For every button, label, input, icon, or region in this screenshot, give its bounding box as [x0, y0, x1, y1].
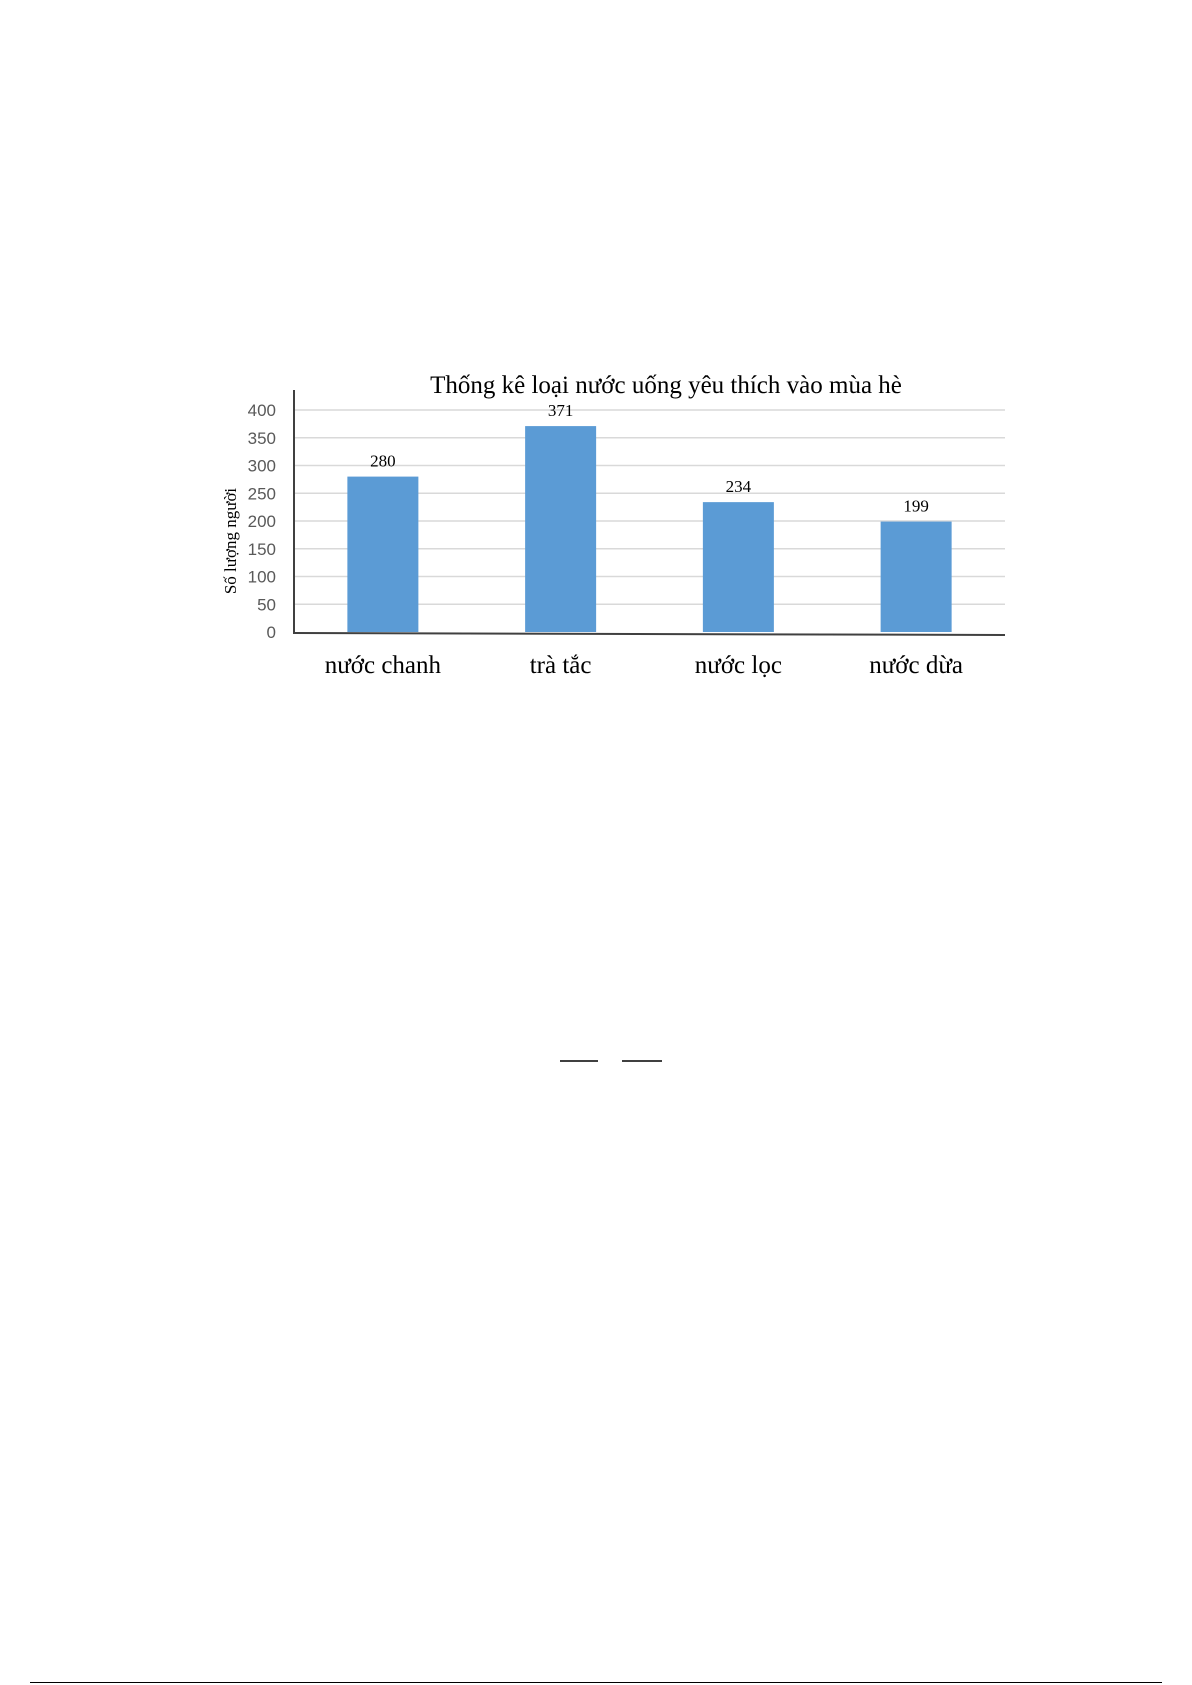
y-tick-label: 350	[247, 428, 276, 448]
bar-1	[347, 477, 418, 632]
y-tick-label: 400	[247, 401, 276, 420]
category-label-4: nước dừa	[869, 652, 964, 679]
data-label-3: 234	[725, 477, 752, 497]
bar-4	[881, 522, 952, 632]
category-label-3: nước lọc	[694, 652, 782, 679]
data-label-4: 199	[903, 496, 929, 516]
x-axis-categories	[325, 652, 963, 679]
chart-title: Thống kê loại nước uống yêu thích vào mùa hè	[430, 372, 902, 399]
y-tick-label: 200	[247, 512, 276, 531]
y-tick-label: 100	[247, 567, 276, 587]
bar-2	[525, 426, 596, 632]
y-axis-ticks	[248, 401, 276, 642]
y-tick-label: 50	[257, 595, 276, 615]
category-label-1: nước chanh	[324, 652, 442, 679]
y-tick-label: 300	[247, 456, 276, 476]
data-label-1: 280	[370, 451, 396, 471]
y-tick-label: 150	[247, 539, 276, 559]
bar-3	[703, 502, 774, 632]
y-tick-label: 250	[247, 484, 276, 504]
y-axis-title: Số lượng người	[221, 487, 240, 595]
data-label-2: 371	[547, 401, 574, 421]
x-axis-line	[294, 633, 1005, 635]
category-label-2: trà tắc	[529, 652, 592, 679]
data-labels	[370, 401, 929, 515]
page-bottom-rule	[30, 1682, 1162, 1683]
bars	[347, 426, 951, 632]
y-tick-label: 0	[266, 623, 276, 642]
